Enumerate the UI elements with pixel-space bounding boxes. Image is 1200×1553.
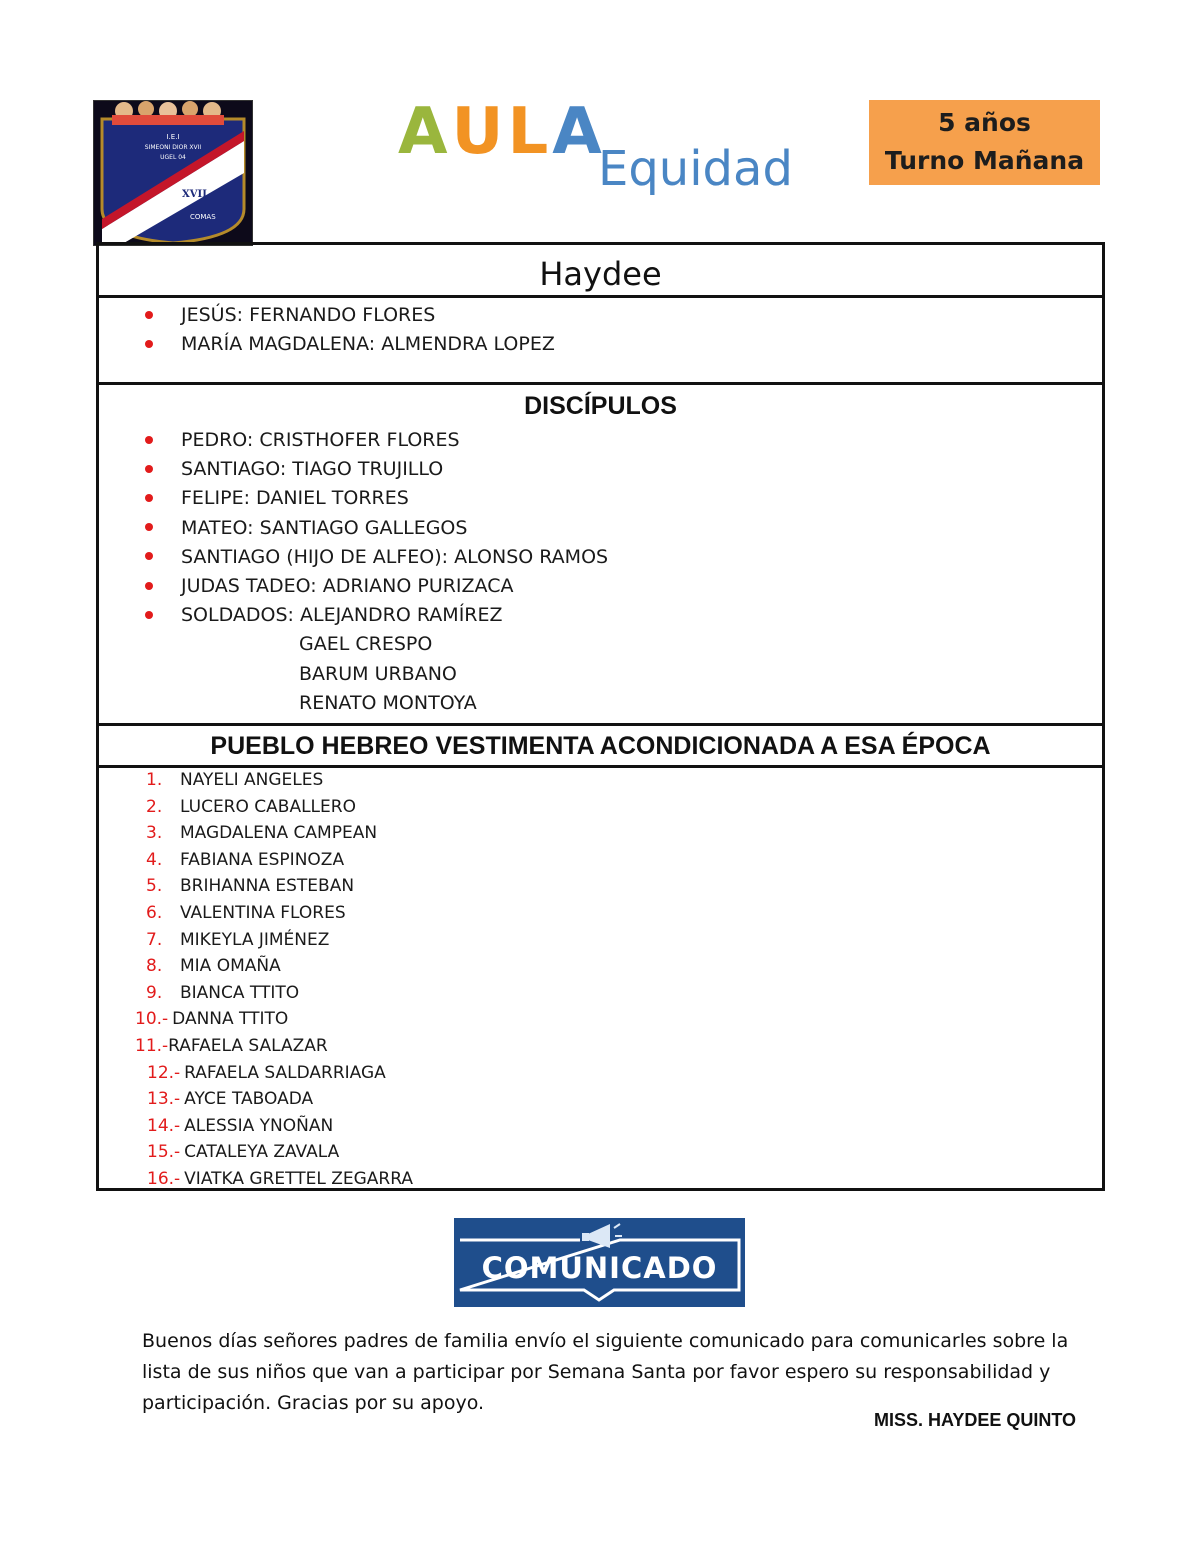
numbered-item [99, 767, 413, 794]
role-text: MARÍA MAGDALENA: ALMENDRA LOPEZ [181, 333, 555, 355]
numbered-item [99, 873, 413, 900]
list-item-continuation: BARUM URBANO [299, 662, 457, 685]
level-shift: Turno Mañana [884, 146, 1085, 175]
role-text: PEDRO: CRISTHOFER FLORES [181, 429, 460, 451]
numbered-item [99, 820, 413, 847]
numbered-item [99, 794, 413, 821]
school-logo [93, 100, 253, 246]
svg-text:SIMEONI DIOR XVII: SIMEONI DIOR XVII [144, 144, 202, 151]
bullet-icon [145, 311, 153, 319]
item-number: 3. [146, 823, 163, 844]
item-name: VIATKA GRETTEL ZEGARRA [184, 1168, 413, 1189]
item-name: ALESSIA YNOÑAN [184, 1115, 334, 1136]
level-badge [869, 100, 1100, 185]
item-name: MAGDALENA CAMPEAN [180, 823, 378, 844]
bullet-icon [145, 494, 153, 502]
numbered-item [99, 927, 413, 954]
numbered-item [99, 847, 413, 874]
bullet-icon [145, 340, 153, 348]
item-number: 12.- [147, 1062, 181, 1083]
item-number: 16.- [147, 1168, 181, 1189]
aula-subtitle: Equidad [598, 141, 793, 197]
item-name: AYCE TABOADA [184, 1089, 314, 1110]
role-text: SANTIAGO (HIJO DE ALFEO): ALONSO RAMOS [181, 545, 609, 568]
list-item-continuation: RENATO MONTOYA [299, 691, 477, 714]
item-number: 7. [146, 929, 163, 950]
numbered-item [99, 1166, 413, 1193]
teacher-name-heading: Haydee [539, 255, 662, 293]
list-item [99, 543, 608, 572]
main-roles-list [99, 301, 555, 359]
item-name: NAYELI ANGELES [180, 770, 324, 790]
item-name: CATALEYA ZAVALA [184, 1142, 340, 1163]
svg-text:COMAS: COMAS [190, 213, 216, 221]
numbered-item [99, 980, 413, 1007]
aula-letter: U [451, 95, 508, 169]
aula-letter: A [398, 95, 452, 169]
role-text: SANTIAGO: TIAGO TRUJILLO [181, 458, 444, 481]
item-number: 13.- [147, 1089, 181, 1110]
item-number: 4. [146, 849, 163, 870]
role-text: MATEO: SANTIAGO GALLEGOS [181, 516, 468, 539]
numbered-item [99, 900, 413, 927]
item-name: BRIHANNA ESTEBAN [180, 876, 355, 897]
list-item [99, 514, 608, 543]
numbered-item [99, 1139, 413, 1166]
item-number: 2. [146, 796, 163, 817]
item-number: 9. [146, 982, 163, 1003]
svg-text:I.E.I: I.E.I [166, 133, 180, 141]
people-list [99, 767, 413, 1193]
comunicado-banner [454, 1218, 745, 1307]
item-number: 8. [146, 956, 163, 977]
level-age: 5 años [938, 108, 1031, 137]
item-name: RAFAELA SALAZAR [168, 1035, 328, 1056]
item-name: BIANCA TTITO [180, 982, 300, 1003]
item-number: 10.- [135, 1009, 169, 1030]
divider [99, 382, 1102, 385]
roles-table [96, 242, 1105, 1191]
svg-text:UGEL 04: UGEL 04 [160, 154, 186, 161]
role-text: JUDAS TADEO: ADRIANO PURIZACA [181, 574, 514, 597]
numbered-item [99, 1113, 413, 1140]
list-item [99, 301, 555, 330]
numbered-item [99, 953, 413, 980]
aula-title [398, 95, 606, 169]
list-item [99, 426, 608, 455]
banner-label: COMUNICADO [481, 1251, 718, 1285]
item-name: LUCERO CABALLERO [180, 796, 356, 817]
people-heading: PUEBLO HEBREO VESTIMENTA ACONDICIONADA A ESA ÉPOCA [210, 732, 991, 760]
disciples-list [99, 426, 608, 718]
list-item [99, 455, 608, 484]
item-number: 1. [146, 770, 163, 790]
item-number: 5. [146, 876, 163, 897]
message-paragraph: Buenos días señores padres de familia envío el siguiente comunicado para comunicarles sobre la lista de sus niños que van a participar por Semana Santa por favor espero su responsabilidad y participación. Gracias por su apoyo. [142, 1330, 1069, 1414]
bullet-icon [145, 523, 153, 531]
role-text: SOLDADOS: ALEJANDRO RAMÍREZ [181, 604, 503, 627]
bullet-icon [145, 436, 153, 444]
role-text: FELIPE: DANIEL TORRES [181, 487, 409, 510]
list-item [99, 572, 608, 601]
role-text: JESÚS: FERNANDO FLORES [181, 304, 436, 326]
signature: MISS. HAYDEE QUINTO [874, 1410, 1077, 1430]
divider [99, 723, 1102, 726]
item-name: MIA OMAÑA [180, 956, 281, 977]
item-name: VALENTINA FLORES [180, 902, 346, 923]
school-crest-icon [94, 101, 252, 245]
numbered-item [99, 1086, 413, 1113]
aula-letter: L [507, 95, 553, 169]
disciples-heading: DISCÍPULOS [524, 392, 677, 420]
item-number: 11.- [135, 1035, 169, 1056]
bullet-icon [145, 552, 153, 560]
item-name: MIKEYLA JIMÉNEZ [180, 929, 330, 950]
bullet-icon [145, 582, 153, 590]
item-name: FABIANA ESPINOZA [180, 849, 345, 870]
numbered-item [99, 1033, 413, 1060]
item-number: 15.- [147, 1142, 181, 1163]
item-number: 6. [146, 902, 163, 923]
item-name: RAFAELA SALDARRIAGA [184, 1062, 386, 1083]
list-item [99, 601, 608, 630]
bullet-icon [145, 611, 153, 619]
list-item [99, 330, 555, 359]
divider [99, 295, 1102, 298]
item-name: DANNA TTITO [172, 1009, 289, 1030]
svg-text:XVII: XVII [182, 189, 207, 200]
numbered-item [99, 1006, 413, 1033]
bullet-icon [145, 465, 153, 473]
list-item-continuation: GAEL CRESPO [299, 633, 433, 656]
item-number: 14.- [147, 1115, 181, 1136]
numbered-item [99, 1060, 413, 1087]
aula-letter: A [552, 95, 606, 169]
list-item [99, 484, 608, 513]
